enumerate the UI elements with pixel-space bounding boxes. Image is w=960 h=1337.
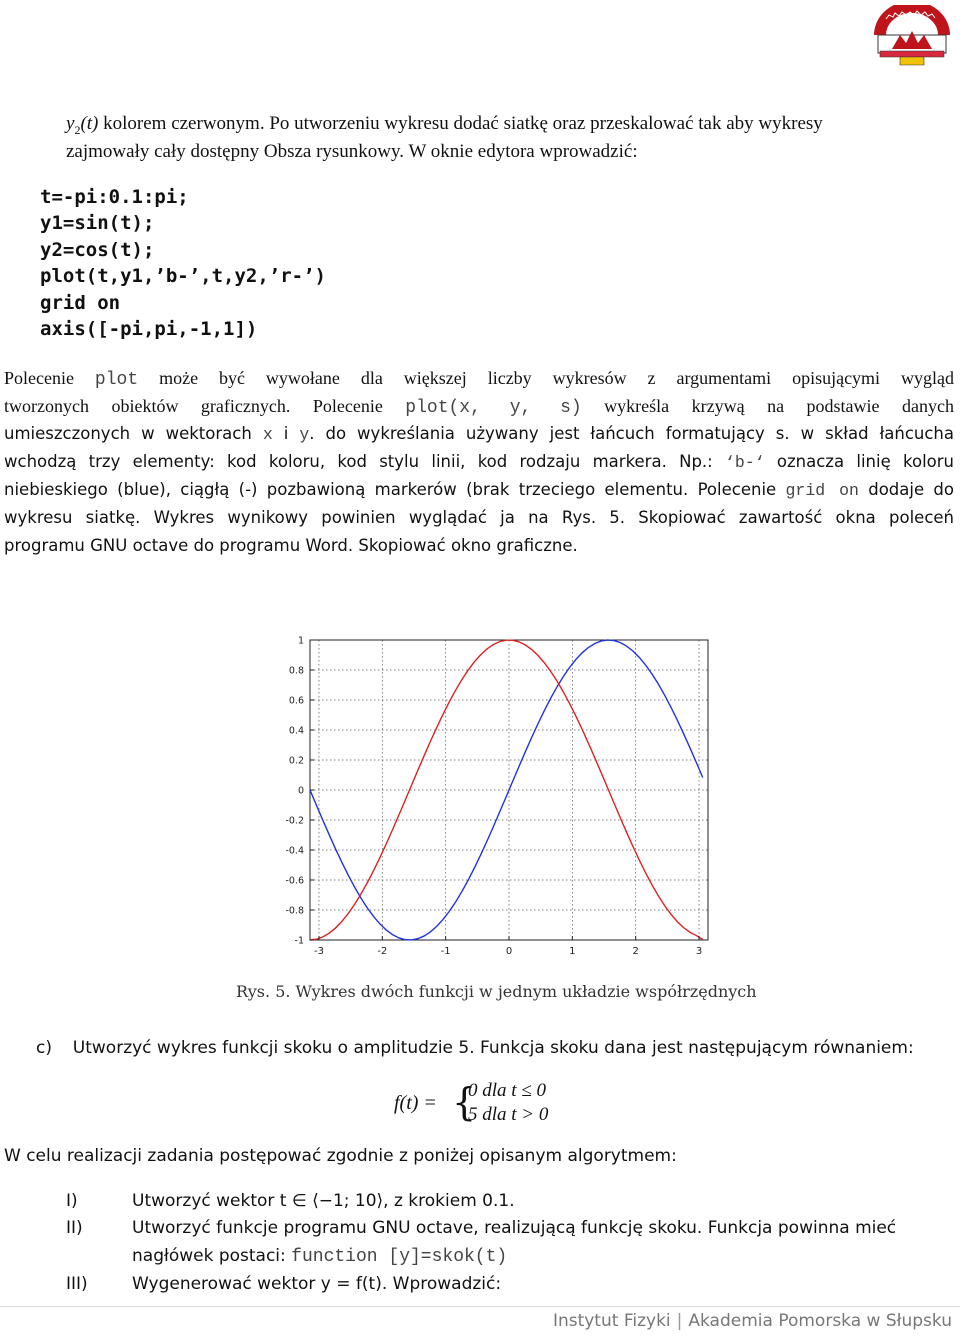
step-number: I) (66, 1191, 78, 1211)
x-tick-label: 1 (569, 946, 576, 957)
y-tick-label: 0.2 (288, 755, 304, 767)
task-c (36, 1038, 914, 1058)
y-tick-label: -0.4 (285, 845, 304, 857)
y-tick-label: -0.2 (285, 815, 304, 827)
para-line-5 (4, 476, 954, 505)
text: tworzonych obiektów graficznych. Polecenie (4, 396, 406, 416)
step-3 (66, 1274, 501, 1294)
task-text: Utworzyć wykres funkcji skoku o amplitudzie 5. Funkcja skoku dana jest następującym równaniem: (72, 1038, 914, 1058)
para-line-1 (4, 364, 954, 394)
step-equation (394, 1078, 594, 1130)
equation-lhs: f(t) = (394, 1092, 437, 1114)
equation-case-2: 5 dla t > 0 (468, 1104, 549, 1125)
footer-separator: | (676, 1311, 683, 1331)
y-subscript: 2 (74, 122, 81, 137)
inline-code: function [y]=skok(t) (291, 1247, 508, 1267)
step-2 (66, 1218, 896, 1238)
y-tick-label: 1 (297, 635, 304, 647)
university-logo (872, 5, 952, 69)
inline-code: plot(x, y, s) (405, 398, 582, 418)
y-tick-label: -0.8 (285, 905, 304, 917)
brace-icon: { (452, 1080, 477, 1124)
x-tick-label: 2 (632, 946, 639, 957)
y-tick-label: 0.4 (288, 725, 304, 737)
text: dodaje do (858, 480, 955, 499)
inline-code: y (299, 425, 310, 444)
x-tick-label: 0 (505, 946, 513, 957)
text: niebieskiego (blue), ciągłą (-) pozbawioną markerów (brak trzeciego elementu. Polecenie (4, 480, 786, 499)
inline-code: plot (94, 370, 139, 390)
ticks (285, 636, 702, 958)
figure-caption: Rys. 5. Wykres dwóch funkcji w jednym układzie współrzędnych (236, 982, 757, 1001)
equation-case-1: 0 dla t ≤ 0 (468, 1080, 546, 1101)
step-text: nagłówek postaci: (132, 1246, 292, 1266)
step-number: II) (66, 1218, 83, 1238)
step-text: Utworzyć funkcje programu GNU octave, realizującą funkcję skoku. Funkcja powinna mieć (132, 1218, 897, 1238)
para-line-7: programu GNU octave do programu Word. Skopiować okno graficzne. (4, 536, 578, 555)
code-line: y2=cos(t); (40, 238, 155, 261)
algorithm-intro: W celu realizacji zadania postępować zgodnie z poniżej opisanym algorytmem: (4, 1146, 677, 1166)
para-line-6: wykresu siatkę. Wykres wynikowy powinien wyglądać ja na Rys. 5. Skopiować zawartość okna poleceń (4, 508, 954, 527)
footer-divider (0, 1306, 960, 1307)
y-symbol: y (66, 113, 75, 134)
text: i (272, 424, 300, 443)
y-tick-label: -1 (294, 935, 304, 947)
sin-cos-chart (280, 628, 720, 958)
text: wchodzą trzy elementy: kod koloru, kod stylu linii, kod rodzaju markera. Np.: (4, 452, 726, 471)
intro-text-1: kolorem czerwonym. Po utworzeniu wykresu dodać siatkę oraz przeskalować tak aby wykresy (98, 113, 823, 134)
inline-code: ‘b-‘ (725, 453, 765, 472)
text: Polecenie (4, 368, 95, 388)
step-text: Utworzyć wektor t ∈ ⟨−1; 10⟩, z krokiem 0.1. (132, 1191, 515, 1211)
text: może być wywołane dla większej liczby wykresów z argumentami opisującymi wygląd (138, 368, 954, 388)
code-line: plot(t,y1,’b-’,t,y2,’r-’) (40, 265, 326, 288)
y-tick-label: -0.6 (285, 875, 304, 887)
step-text: Wygenerować wektor y = f(t). Wprowadzić: (132, 1274, 502, 1294)
step-number: III) (66, 1274, 88, 1294)
step-1 (66, 1191, 515, 1211)
inline-code: grid on (785, 481, 859, 500)
footer-left: Instytut Fizyki (552, 1311, 671, 1331)
x-tick-label: -3 (313, 946, 324, 957)
y-tick-label: 0.8 (288, 665, 304, 677)
t-argument: (t) (80, 113, 99, 134)
y-tick-label: 0 (297, 785, 304, 797)
text: wykreśla krzywą na podstawie danych (581, 396, 954, 416)
code-line: axis([-pi,pi,-1,1]) (40, 318, 258, 341)
para-line-3 (4, 420, 954, 449)
text: oznacza linię koloru (764, 452, 954, 471)
y-tick-label: 0.6 (288, 695, 304, 707)
para-line-4 (4, 448, 954, 477)
code-line: t=-pi:0.1:pi; (40, 186, 189, 208)
inline-code: x (262, 425, 273, 444)
text: . do wykreślania używany jest łańcuch formatujący s. w skład łańcucha (309, 424, 955, 443)
x-tick-label: -2 (377, 946, 388, 957)
x-tick-label: 3 (695, 946, 703, 957)
intro-line-2: zajmowały cały dostępny Obsza rysunkowy. W oknie edytora wprowadzić: (66, 141, 638, 162)
step-2-continued (132, 1246, 507, 1267)
code-line: grid on (40, 291, 121, 314)
task-label: c) (36, 1038, 52, 1058)
text: umieszczonych w wektorach (4, 424, 263, 443)
footer-right: Akademia Pomorska w Słupsku (688, 1311, 952, 1331)
code-line: y1=sin(t); (40, 212, 155, 235)
page-footer (553, 1311, 952, 1331)
code-block (40, 184, 326, 342)
x-tick-label: -1 (440, 946, 451, 957)
para-line-2 (4, 392, 954, 422)
